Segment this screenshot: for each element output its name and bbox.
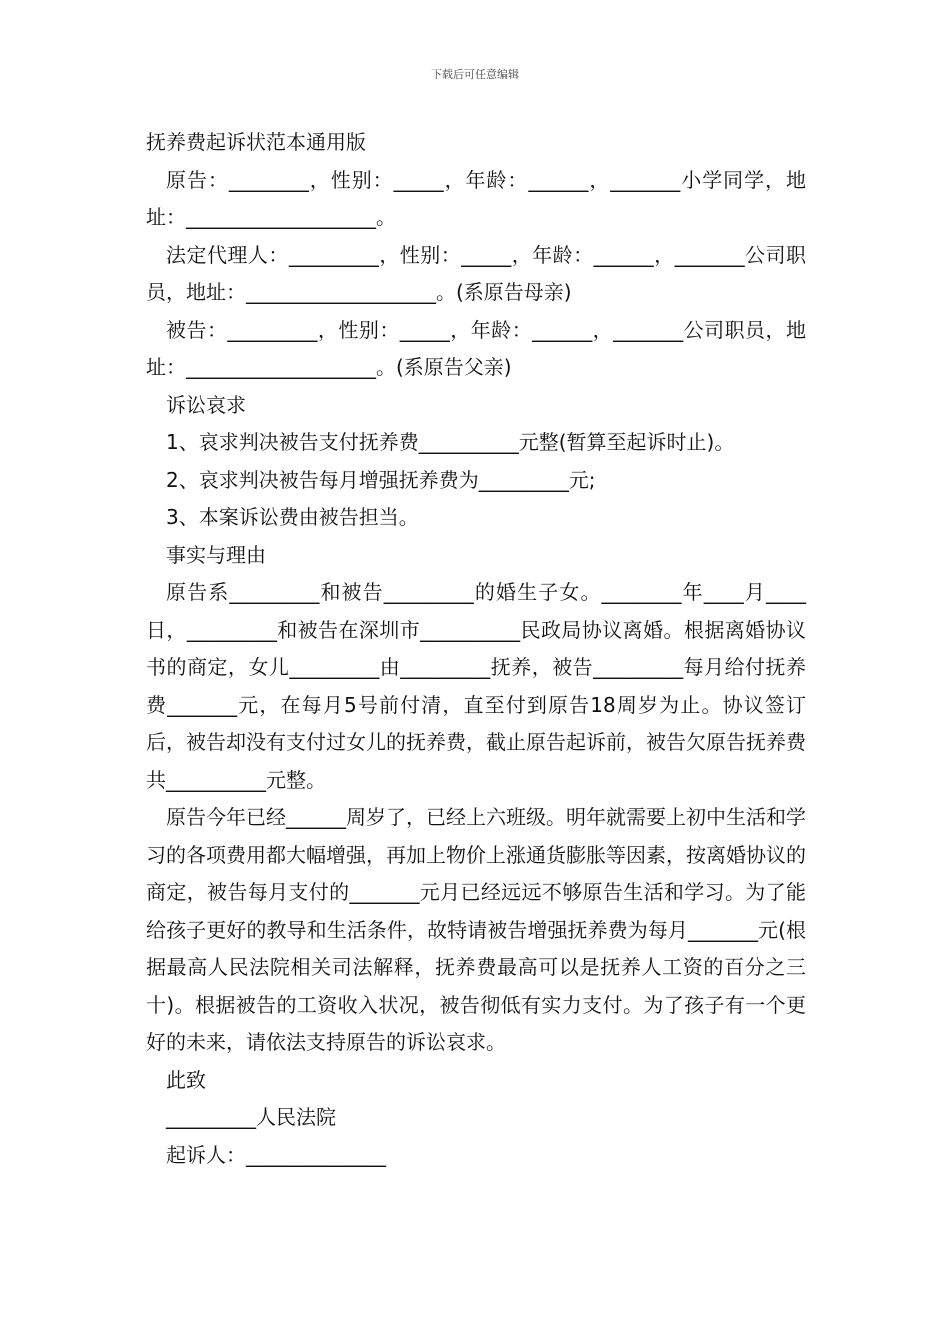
facts-heading: 事实与理由 [166, 542, 266, 567]
closing-salutation: 此致 [166, 1067, 206, 1092]
signer-line: 起诉人：______________ [166, 1142, 386, 1167]
claims-heading: 诉讼哀求 [166, 392, 246, 417]
court-name: _________人民法院 [166, 1105, 336, 1129]
document-title: 抚养费起诉状范本通用版 [146, 130, 366, 154]
document-body [146, 124, 806, 1174]
claim-item: 2、哀求判决被告每月增强抚养费为_________元; [166, 467, 596, 492]
facts-paragraph: 原告系_________和被告_________的婚生子女。________年____月____日，_________和被告在深圳市__________民政局协议离婚。根据离婚协议书的商定，女儿_________由_________抚养，被告_________每月给付抚养费_______元，在每月5号前付清，直至付到原告18周岁为止。协议签订后，被告却没有支付过女儿的抚养费，截止原告起诉前，被告欠原告抚养费共__________元整。 [146, 580, 806, 792]
claim-item: 1、哀求判决被告支付抚养费__________元整(暂算至起诉时止)。 [166, 430, 735, 454]
legal-agent-info: 法定代理人：_________，性别：_____，年龄：______，_______公司职员，地址：___________________。(系原告母亲) [146, 242, 806, 304]
claim-item: 3、本案诉讼费由被告担当。 [166, 505, 419, 529]
page-header: 下载后可任意编辑 [431, 68, 519, 81]
defendant-info: 被告：_________，性别：_____，年龄：______，_______公司职员，地址：___________________。(系原告父亲) [146, 317, 806, 379]
plaintiff-info: 原告：________，性别：_____，年龄：______，_______小学同学，地址：___________________。 [146, 167, 806, 229]
facts-paragraph: 原告今年已经______周岁了，已经上六班级。明年就需要上初中生活和学习的各项费用都大幅增强，再加上物价上涨通货膨胀等因素，按离婚协议的商定，被告每月支付的_______元月已经远远不够原告生活和学习。为了能给孩子更好的教导和生活条件，故特请被告增强抚养费为每月_______元(根据最高人民法院相关司法解释，抚养费最高可以是抚养人工资的百分之三十)。根据被告的工资收入状况，被告彻低有实力支付。为了孩子有一个更好的未来，请依法支持原告的诉讼哀求。 [146, 805, 806, 1054]
